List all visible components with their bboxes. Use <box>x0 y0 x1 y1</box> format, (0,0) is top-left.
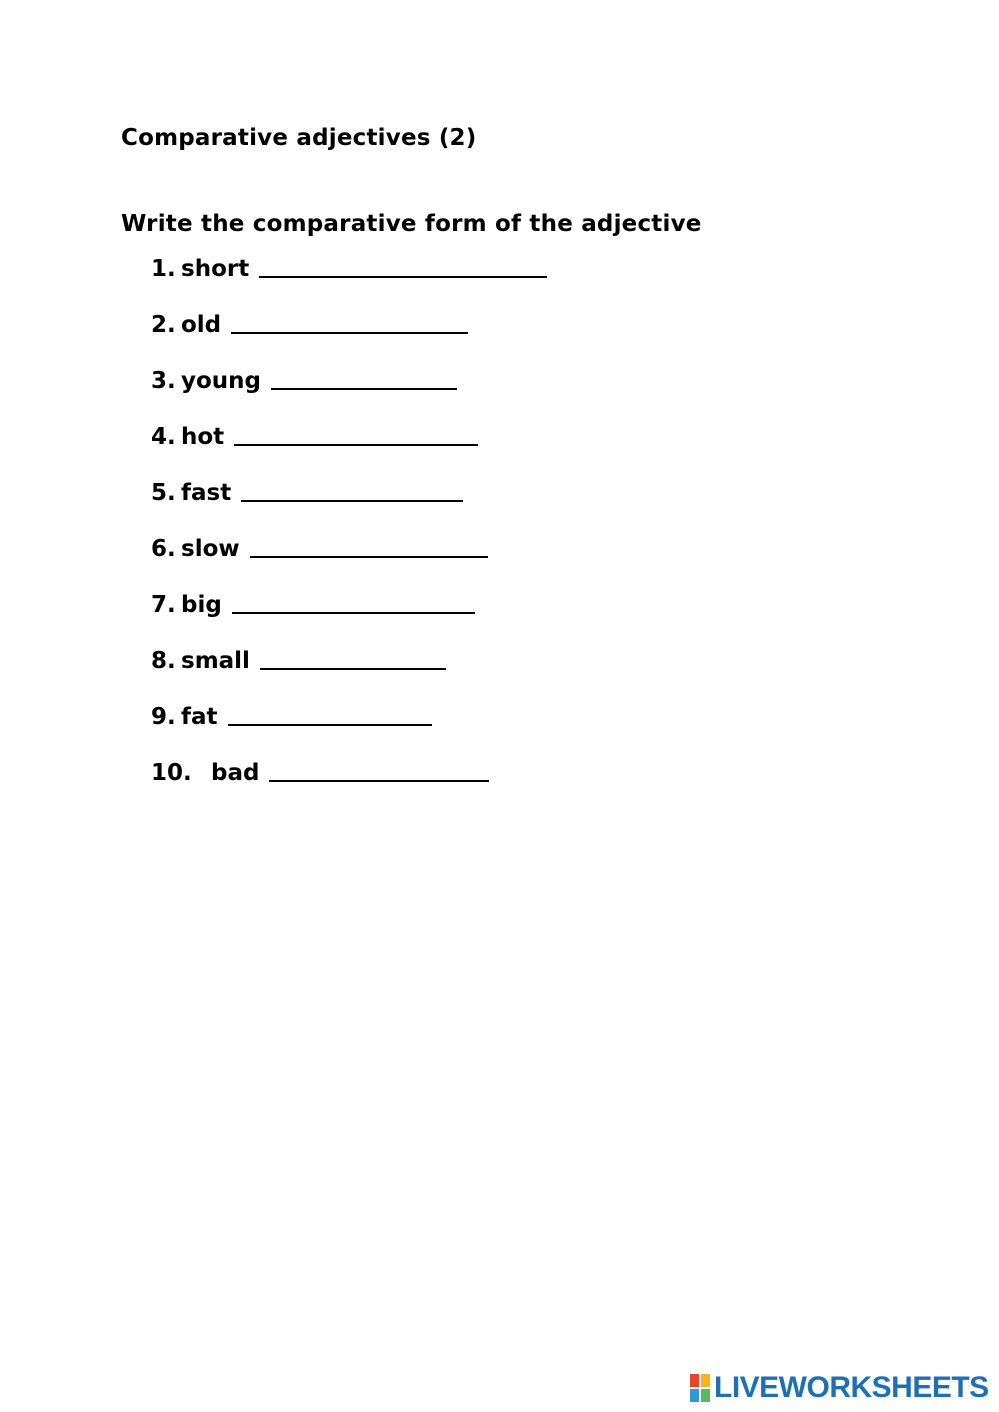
item-number: 3. <box>151 368 176 394</box>
instruction-text: Write the comparative form of the adjective <box>121 211 702 237</box>
list-item <box>151 254 547 288</box>
answer-blank[interactable] <box>234 424 478 446</box>
answer-blank[interactable] <box>269 760 489 782</box>
list-item <box>151 366 457 400</box>
item-number: 10. <box>151 760 192 786</box>
answer-blank[interactable] <box>231 312 468 334</box>
item-number: 8. <box>151 648 176 674</box>
liveworksheets-logo-icon <box>690 1374 710 1402</box>
item-number: 1. <box>151 256 176 282</box>
item-word: fat <box>181 704 218 730</box>
answer-blank[interactable] <box>232 592 475 614</box>
list-item <box>151 702 432 736</box>
list-item <box>151 590 475 624</box>
list-item <box>151 758 489 792</box>
list-item <box>151 310 468 344</box>
item-word: bad <box>211 760 260 786</box>
item-number: 6. <box>151 536 176 562</box>
worksheet-title: Comparative adjectives (2) <box>121 125 477 151</box>
answer-blank[interactable] <box>250 536 488 558</box>
item-word: old <box>181 312 222 338</box>
item-word: hot <box>181 424 225 450</box>
item-number: 2. <box>151 312 176 338</box>
item-word: slow <box>181 536 240 562</box>
item-number: 9. <box>151 704 176 730</box>
item-word: small <box>181 648 250 674</box>
item-number: 7. <box>151 592 176 618</box>
list-item <box>151 422 478 456</box>
item-number: 4. <box>151 424 176 450</box>
item-word: short <box>181 256 250 282</box>
answer-blank[interactable] <box>271 368 457 390</box>
item-word: big <box>181 592 222 618</box>
logo-text: LIVEWORKSHEETS <box>714 1371 989 1404</box>
answer-blank[interactable] <box>228 704 432 726</box>
item-word: fast <box>181 480 232 506</box>
list-item <box>151 646 446 680</box>
answer-blank[interactable] <box>260 648 446 670</box>
answer-blank[interactable] <box>259 256 547 278</box>
liveworksheets-logo <box>690 1371 989 1405</box>
list-item <box>151 534 488 568</box>
list-item <box>151 478 463 512</box>
item-number: 5. <box>151 480 176 506</box>
answer-blank[interactable] <box>241 480 463 502</box>
item-word: young <box>181 368 262 394</box>
